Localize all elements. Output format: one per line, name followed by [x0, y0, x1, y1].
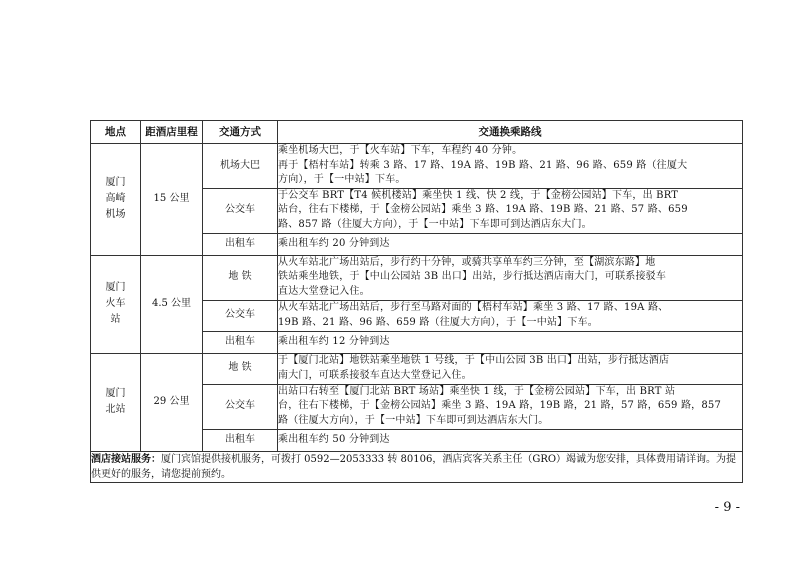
mode-cell: 地 铁 — [203, 353, 278, 384]
table-row — [91, 255, 743, 300]
mode-cell: 公交车 — [203, 188, 278, 233]
table-row — [91, 353, 743, 384]
route-cell: 于公交车 BRT【T4 候机楼站】乘坐快 1 线、快 2 线，于【金榜公园站】下车，出 BRT 站台，往右下楼梯，于【金榜公园站】乘坐 3 路、19A 路、19B 路、21 路、57 路、659 路、857 路（往厦大方向），于【一中站】下车即可到达酒店东大门。 — [278, 188, 743, 233]
route-cell: 从火车站北广场出站后，步行约十分钟，或骑共享单车约三分钟，至【湖滨东路】地 铁站乘坐地铁，于【中山公园站 3B 出口】出站，步行抵达酒店南大门，可联系接驳车 直达大堂登记入住。 — [278, 255, 743, 300]
mode-cell: 出租车 — [203, 429, 278, 451]
route-cell: 出站口右转至【厦门北站 BRT 场站】乘坐快 1 线，于【金榜公园站】下车，出 BRT 站 台，往右下楼梯，于【金榜公园站】乘坐 3 路、19A 路，19B 路，21 路，57 路，659 路，857 路（往厦大方向），于【一中站】下车即可到达酒店东大门。 — [278, 384, 743, 429]
distance-cell-train-station: 4.5 公里 — [141, 255, 203, 353]
table-header-row — [91, 121, 743, 144]
header-route: 交通换乘路线 — [278, 121, 743, 144]
mode-cell: 公交车 — [203, 300, 278, 331]
route-cell: 乘坐机场大巴，于【火车站】下车，车程约 40 分钟。 再于【梧村车站】转乘 3 路、17 路、19A 路、19B 路、21 路、96 路、659 路（往厦大 方向），于【一中站】下车。 — [278, 144, 743, 189]
route-cell: 从火车站北广场出站后，步行至马路对面的【梧村车站】乘坐 3 路、17 路、19A 路、 19B 路、21 路、96 路、659 路（往厦大方向），于【一中站】下车。 — [278, 300, 743, 331]
header-location: 地点 — [91, 121, 141, 144]
table-row — [91, 144, 743, 189]
mode-cell: 地 铁 — [203, 255, 278, 300]
route-cell: 乘出租车约 12 分钟到达 — [278, 331, 743, 353]
mode-cell: 公交车 — [203, 384, 278, 429]
pickup-service-note — [91, 451, 743, 482]
note-text: 厦门宾馆提供接机服务，可拨打 0592—2053333 转 80106，酒店宾客关系主任（GRO）竭诚为您安排，具体费用请详询。为提供更好的服务，请您提前预约。 — [91, 453, 737, 480]
route-cell: 于【厦门北站】地铁站乘坐地铁 1 号线，于【中山公园 3B 出口】出站，步行抵达酒店 南大门，可联系接驳车直达大堂登记入住。 — [278, 353, 743, 384]
distance-cell-airport: 15 公里 — [141, 144, 203, 256]
location-cell-train-station: 厦门 火车 站 — [91, 255, 141, 353]
mode-cell: 出租车 — [203, 331, 278, 353]
route-cell: 乘出租车约 20 分钟到达 — [278, 233, 743, 255]
route-cell: 乘出租车约 50 分钟到达 — [278, 429, 743, 451]
transport-table — [90, 120, 743, 483]
location-cell-north-station: 厦门 北站 — [91, 353, 141, 451]
location-cell-airport: 厦门 高崎 机场 — [91, 144, 141, 256]
distance-cell-north-station: 29 公里 — [141, 353, 203, 451]
note-label: 酒店接站服务： — [91, 453, 161, 465]
mode-cell: 出租车 — [203, 233, 278, 255]
header-distance: 距酒店里程 — [141, 121, 203, 144]
note-row — [91, 451, 743, 482]
page-number: - 9 - — [714, 500, 740, 515]
header-mode: 交通方式 — [203, 121, 278, 144]
mode-cell: 机场大巴 — [203, 144, 278, 189]
